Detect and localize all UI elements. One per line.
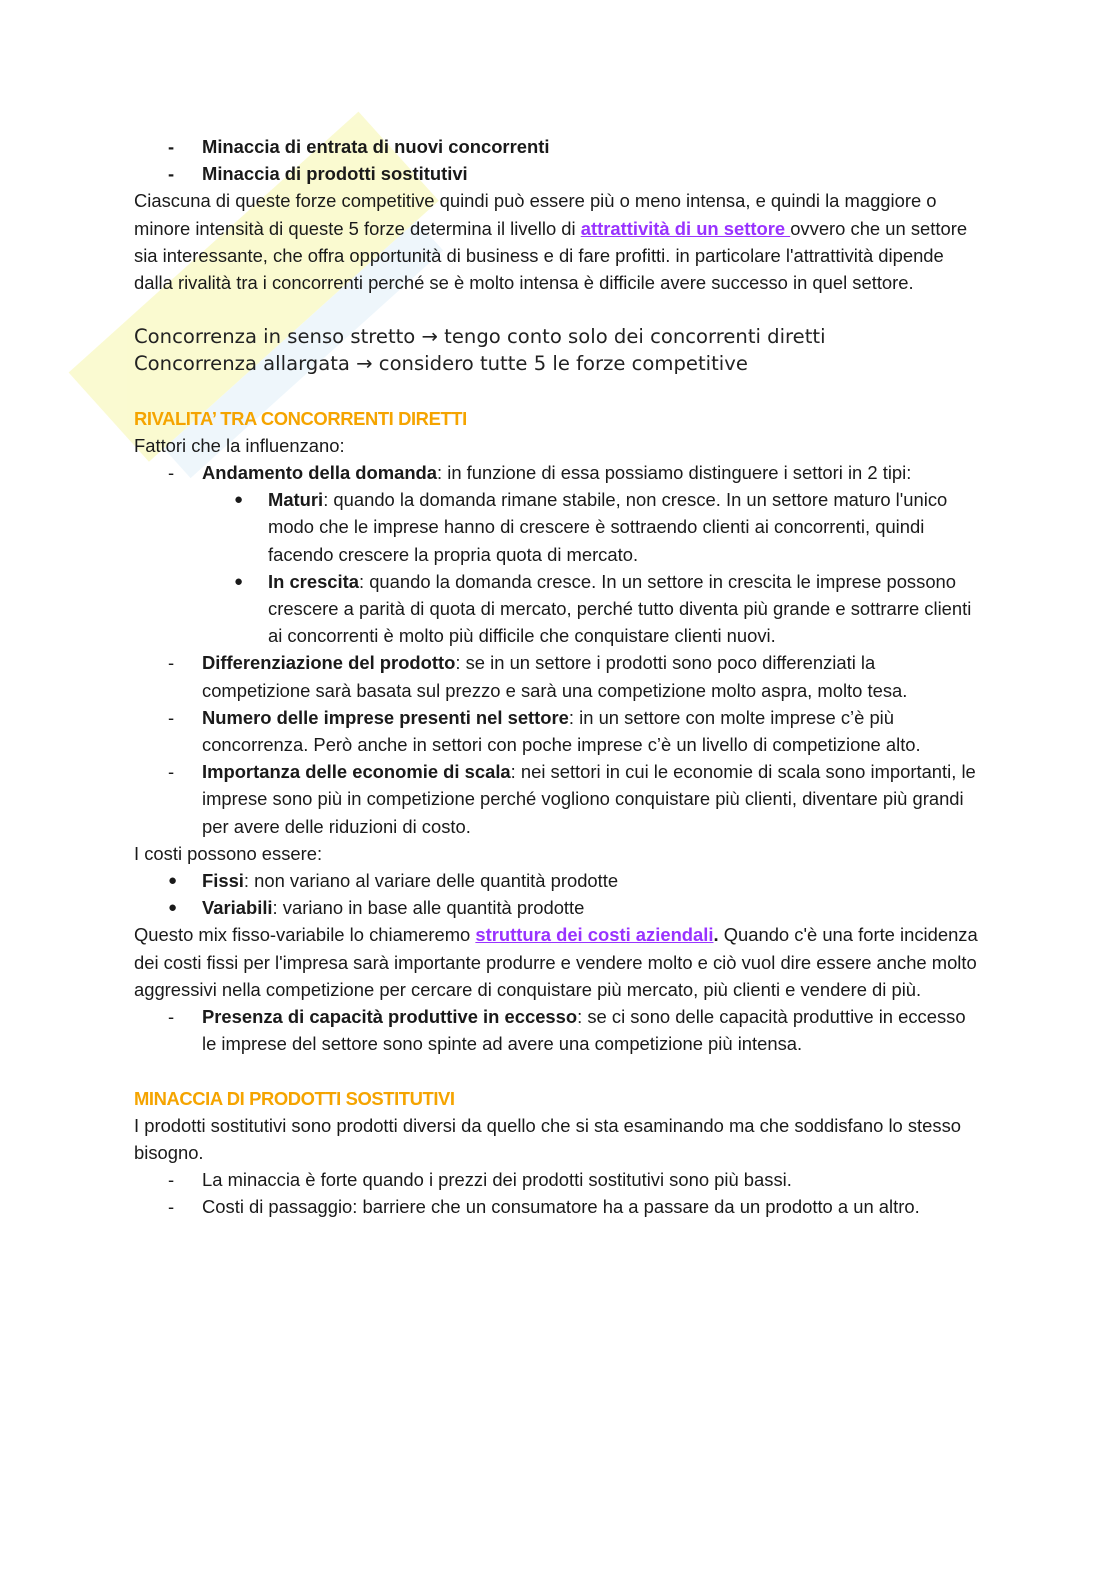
section-intro: Fattori che la influenzano: [134,434,345,456]
list-item: - Andamento della domanda: in funzione di essa possiamo distinguere i settori in 2 tipi: [134,459,984,486]
section-heading: RIVALITA’ TRA CONCORRENTI DIRETTI [134,407,467,429]
list-item: ● Fissi: non variano al variare delle quantità prodotte [134,867,984,894]
list-item: - Differenziazione del prodotto: se in un settore i prodotti sono poco differenziati la competizione sarà basata sul prezzo e sarà una competizione molto aspra, molto tesa. [134,649,984,703]
section-intro: I prodotti sostitutivi sono prodotti diversi da quello che si sta esaminando ma che soddisfano lo stesso bisogno. [134,1114,962,1163]
list-item: - Presenza di capacità produttive in eccesso: se ci sono delle capacità produttive in eccesso le imprese del settore sono spinte ad avere una competizione più intensa. [134,1003,984,1057]
list-item: - Costi di passaggio: barriere che un consumatore ha a passare da un prodotto a un altro. [134,1193,984,1220]
costi-intro: I costi possono essere: [134,842,323,864]
list-item: - Minaccia di prodotti sostitutivi [134,160,984,187]
list-item: ● In crescita: quando la domanda cresce. In un settore in crescita le imprese possono crescere a parità di quota di mercato, perché tutto diventa più grande e sottrarre clienti ai concorrenti è molto più difficile che conquistare clienti nuovi. [134,568,984,650]
list-item: - Importanza delle economie di scala: nei settori in cui le economie di scala sono importanti, le imprese sono più in competizione perché vogliono conquistare più clienti, diventare più grandi per avere delle riduzioni di costo. [134,758,984,840]
list-item: - Numero delle imprese presenti nel settore: in un settore con molte imprese c’è più concorrenza. Però anche in settori con poche imprese c’è un livello di competizione alto. [134,704,984,758]
list-item: - La minaccia è forte quando i prezzi dei prodotti sostitutivi sono più bassi. [134,1166,984,1193]
list-item: - Minaccia di entrata di nuovi concorrenti [134,133,984,160]
list-item: ● Variabili: variano in base alle quantità prodotte [134,894,984,921]
concorrenza-allargata: Concorrenza allargata → considero tutte 5 le forze competitive [134,352,748,376]
document-content [134,133,984,1221]
link-struttura-costi[interactable]: struttura dei costi aziendali [475,924,714,946]
link-attrattivita[interactable]: attrattività di un settore [580,217,791,239]
concorrenza-stretto: Concorrenza in senso stretto → tengo conto solo dei concorrenti diretti [134,325,826,349]
section-heading: MINACCIA DI PRODOTTI SOSTITUTIVI [134,1087,455,1109]
paragraph-attrattivita: Ciascuna di queste forze competitive quindi può essere più o meno intensa, e quindi la maggiore o minore intensità di queste 5 forze determina il livello di attrattività di un settore ovvero che un settore sia interessante, che offra opportunità di business e di fare profitti. in particolare l'attrattività dipende dalla rivalità tra i concorrenti perché se è molto intensa è difficile avere successo in quel settore. [134,190,968,294]
paragraph-struttura-costi: Questo mix fisso-variabile lo chiameremo struttura dei costi aziendali. Quando c'è una forte incidenza dei costi fissi per l'impresa sarà importante produrre e vendere molto e ciò vuol dire essere anche molto aggressivi nella competizione per cercare di conquistare più mercato, più clienti e vendere di più. [134,924,978,1000]
list-item: ● Maturi: quando la domanda rimane stabile, non cresce. In un settore maturo l'unico modo che le imprese hanno di crescere è sottraendo clienti ai concorrenti, quindi facendo crescere la propria quota di mercato. [134,486,984,568]
